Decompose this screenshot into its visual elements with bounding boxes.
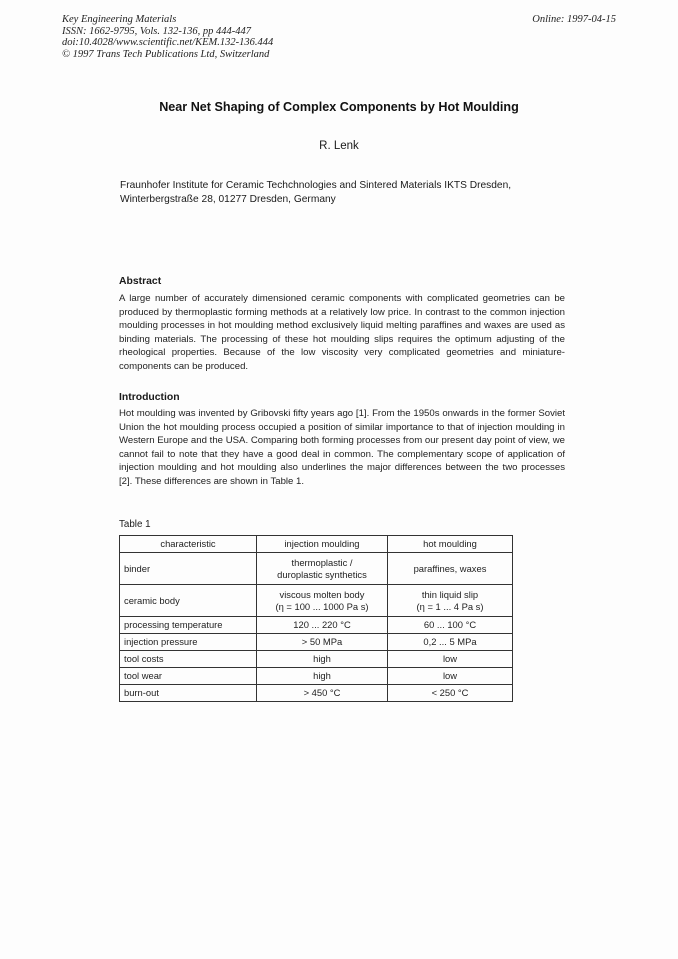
- cell-hot: 0,2 ... 5 MPa: [388, 634, 513, 651]
- table-header-row: [120, 536, 513, 553]
- cell-injection: > 450 °C: [257, 685, 388, 702]
- paper-title: Near Net Shaping of Complex Components by Hot Moulding: [159, 100, 519, 114]
- table-row: [120, 553, 513, 585]
- author-name: R. Lenk: [319, 140, 359, 152]
- affiliation-line-1: Fraunhofer Institute for Ceramic Techchnologies and Sintered Materials IKTS Dresden,: [120, 180, 512, 191]
- cell-injection: 120 ... 220 °C: [257, 617, 388, 634]
- cell-hot: paraffines, waxes: [388, 553, 513, 585]
- cell-injection: [257, 585, 388, 617]
- cell-characteristic: binder: [120, 553, 257, 585]
- cell-characteristic: tool costs: [120, 651, 257, 668]
- table-row: [120, 651, 513, 668]
- issn-line: ISSN: 1662-9795, Vols. 132-136, pp 444-447: [62, 25, 251, 37]
- cell-injection: > 50 MPa: [257, 634, 388, 651]
- affiliation: [120, 179, 580, 207]
- header-hot-moulding: hot moulding: [388, 536, 513, 553]
- cell-hot: 60 ... 100 °C: [388, 617, 513, 634]
- doi-line[interactable]: doi:10.4028/www.scientific.net/KEM.132-136.444: [62, 37, 274, 48]
- cell-line: viscous molten body: [279, 589, 365, 600]
- cell-injection: [257, 553, 388, 585]
- introduction-text: Hot moulding was invented by Gribovski fifty years ago [1]. From the 1950s onwards in the former Soviet Union the hot moulding process occupied a position of similar importance to that of injection moulding in Western Europe and the USA. Comparing both forming processes from our present day point of view, we cannot fail to note that they have a good deal in common. The complementary scope of application of injection moulding and hot moulding also underlines the major differences between the two processes [2]. These differences are shown in Table 1.: [119, 408, 565, 487]
- cell-characteristic: processing temperature: [120, 617, 257, 634]
- copyright-line: © 1997 Trans Tech Publications Ltd, Switzerland: [62, 48, 270, 60]
- abstract-heading: Abstract: [119, 276, 162, 287]
- table-row: [120, 668, 513, 685]
- cell-line: thin liquid slip: [421, 589, 479, 600]
- abstract-text: A large number of accurately dimensioned ceramic components with complicated geometries can be produced by thermoplastic forming methods at a relatively low price. In contrast to the common injection moulding processes in hot moulding method exclusively liquid melting paraffines and waxes are used as binding materials. The processing of these hot moulding slips requires the optimum adjusting of the rheological properties. Because of the low viscosity very complicated geometries and miniature-components can be produced.: [119, 293, 565, 372]
- table-row: [120, 634, 513, 651]
- cell-line: (η = 1 ... 4 Pa s): [416, 600, 484, 612]
- cell-line: thermoplastic /: [291, 557, 353, 568]
- header-injection-moulding: injection moulding: [257, 536, 388, 553]
- cell-hot: low: [388, 668, 513, 685]
- journal-header: [62, 14, 273, 60]
- affiliation-line-2: Winterbergstraße 28, 01277 Dresden, Germany: [120, 194, 336, 205]
- online-date: Online: 1997-04-15: [532, 14, 616, 25]
- cell-hot: low: [388, 651, 513, 668]
- cell-hot: < 250 °C: [388, 685, 513, 702]
- header-characteristic: characteristic: [120, 536, 257, 553]
- cell-characteristic: tool wear: [120, 668, 257, 685]
- comparison-table: [119, 535, 513, 702]
- cell-hot: [388, 585, 513, 617]
- cell-injection: high: [257, 651, 388, 668]
- table-row: [120, 685, 513, 702]
- table-row: [120, 585, 513, 617]
- table-row: [120, 617, 513, 634]
- cell-line: (η = 100 ... 1000 Pa s): [275, 600, 369, 612]
- cell-characteristic: ceramic body: [120, 585, 257, 617]
- cell-characteristic: injection pressure: [120, 634, 257, 651]
- cell-injection: high: [257, 668, 388, 685]
- cell-characteristic: burn-out: [120, 685, 257, 702]
- cell-line: duroplastic synthetics: [277, 568, 367, 580]
- journal-name: Key Engineering Materials: [62, 14, 177, 25]
- introduction-heading: Introduction: [119, 392, 180, 403]
- table-caption: Table 1: [119, 519, 151, 530]
